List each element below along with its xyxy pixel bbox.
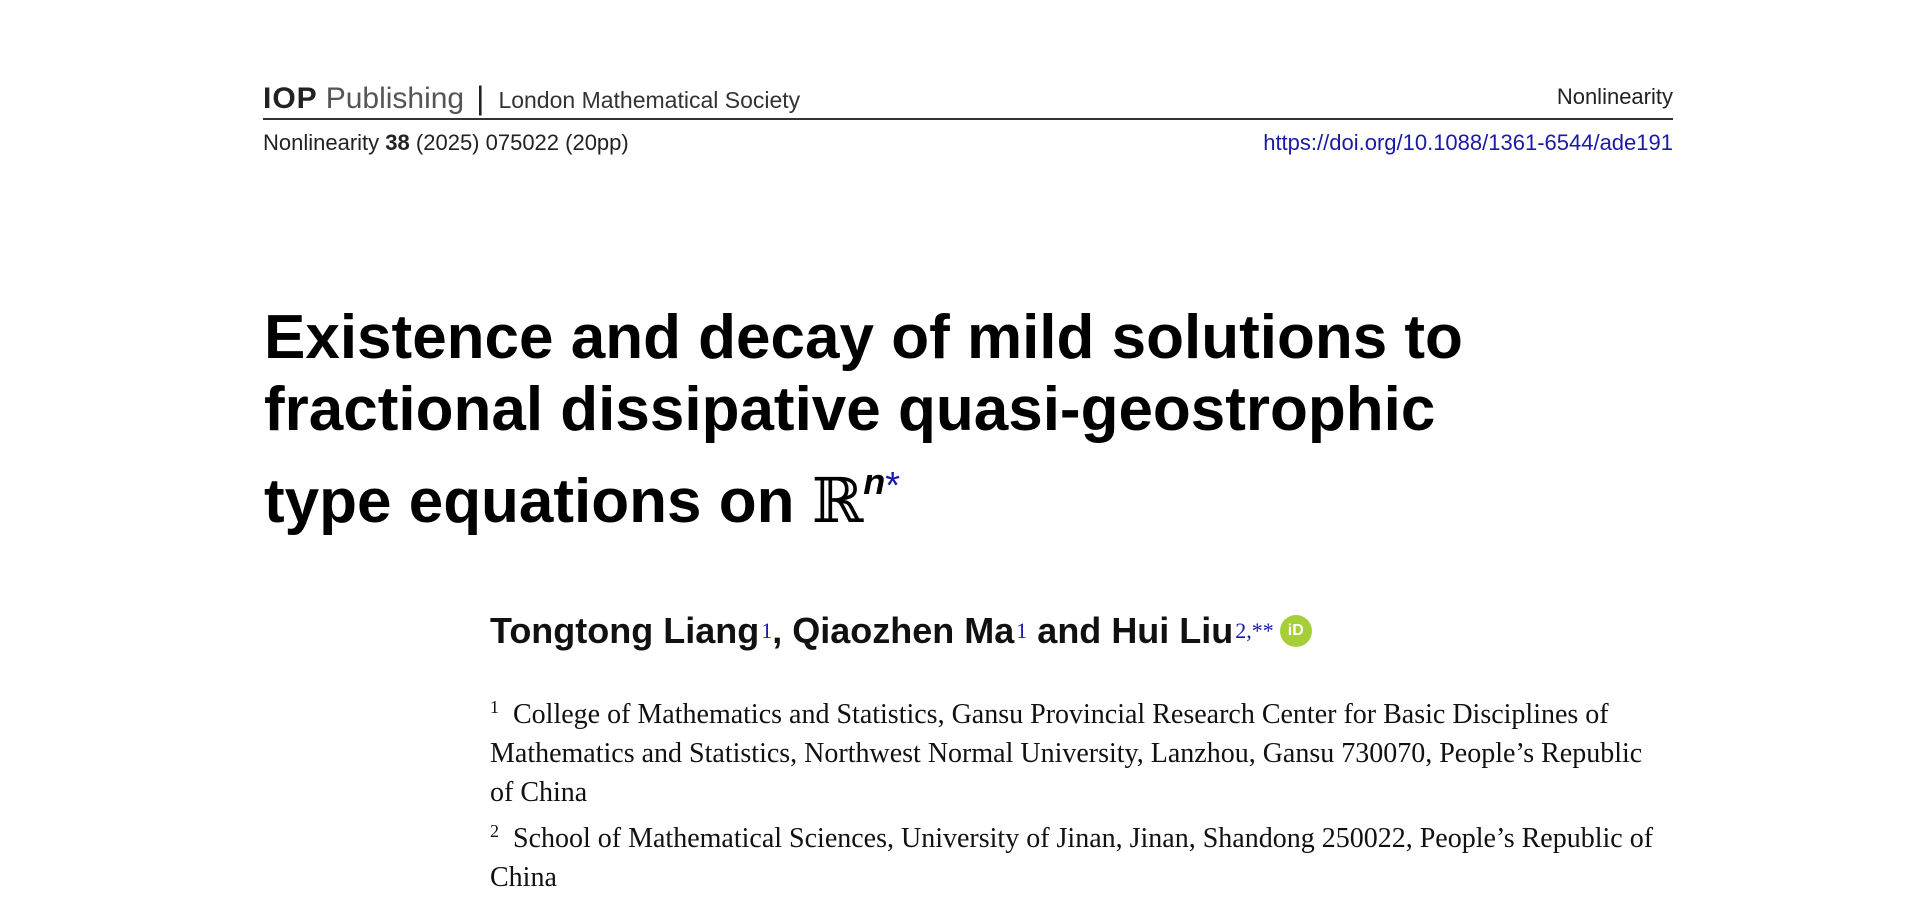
- title-line-3: type equations on: [264, 467, 812, 536]
- author-name: Hui Liu: [1111, 610, 1234, 651]
- header-rule: [263, 118, 1673, 120]
- real-numbers-symbol: ℝ: [811, 464, 864, 537]
- affiliations: [490, 688, 1670, 897]
- title-line-2: fractional dissipative quasi-geostrophic: [264, 375, 1436, 444]
- author-affil-marker[interactable]: 1: [761, 618, 773, 643]
- author-name: Qiaozhen Ma: [792, 610, 1015, 651]
- affiliation-text: School of Mathematical Sciences, University of Jinan, Jinan, Shandong 250022, People’s Republic of China: [490, 823, 1654, 893]
- author-separator: ,: [772, 610, 793, 651]
- doi-link[interactable]: https://doi.org/10.1088/1361-6544/ade191: [1263, 130, 1673, 155]
- paper-title: [264, 302, 1684, 538]
- header-top-row: [263, 70, 1673, 114]
- author-affil-marker[interactable]: 1: [1016, 618, 1028, 643]
- header-bottom-row: [263, 130, 1673, 156]
- citation-journal: Nonlinearity: [263, 130, 380, 155]
- affiliation-item: [490, 688, 1670, 812]
- citation-volume: 38: [385, 130, 410, 155]
- title-line-1: Existence and decay of mild solutions to: [264, 303, 1463, 372]
- journal-name: Nonlinearity: [1556, 84, 1673, 109]
- brand-separator: |: [476, 80, 485, 116]
- author-affil-marker[interactable]: 2,**: [1235, 618, 1274, 643]
- title-superscript-n: n: [863, 461, 886, 502]
- page-header: [263, 70, 1673, 156]
- society-name: London Mathematical Society: [498, 87, 801, 113]
- author-list: [490, 610, 1690, 652]
- iop-logo: IOP: [263, 82, 318, 115]
- orcid-icon[interactable]: iD: [1280, 615, 1312, 647]
- publishing-wordmark: Publishing: [325, 82, 465, 115]
- affiliation-text: College of Mathematics and Statistics, Gansu Provincial Research Center for Basic Disciplines of Mathematics and Statistics, Northwest Normal University, Lanzhou, Gansu 730070, People’s Republic of China: [490, 699, 1643, 808]
- affiliation-number: 2: [490, 821, 499, 841]
- citation-details: (2025) 075022 (20pp): [415, 130, 629, 155]
- author-name: Tongtong Liang: [490, 610, 760, 651]
- publisher-brand: [263, 82, 800, 114]
- affiliation-item: [490, 812, 1670, 897]
- citation: [263, 130, 629, 156]
- author-separator: and: [1027, 610, 1112, 651]
- affiliation-number: 1: [490, 697, 499, 717]
- title-footnote-star[interactable]: *: [885, 465, 901, 507]
